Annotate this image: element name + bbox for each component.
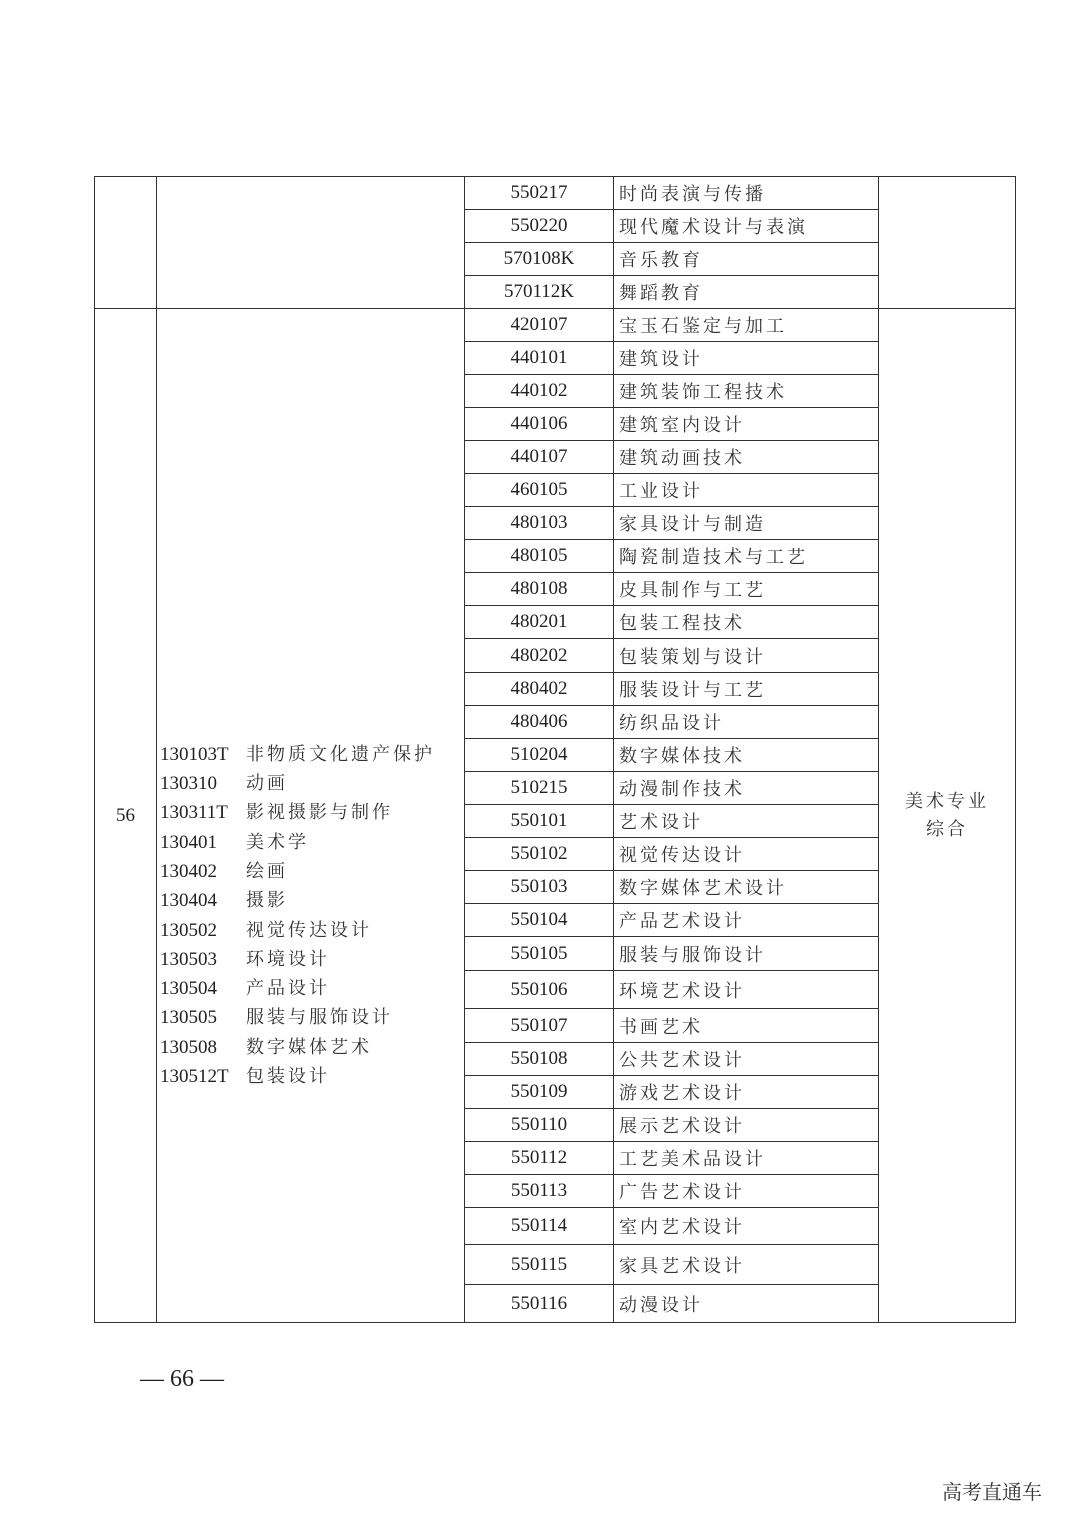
undergrad-major: [160, 974, 464, 1003]
vocational-major-name: 展示艺术设计: [614, 1109, 879, 1142]
vocational-major-name: 环境艺术设计: [614, 971, 879, 1009]
vocational-major-code: 480105: [465, 540, 614, 573]
vocational-major-name: 游戏艺术设计: [614, 1076, 879, 1109]
vocational-major-name: 包装工程技术: [614, 606, 879, 639]
undergrad-major-code: 130503: [160, 948, 217, 970]
vocational-major-name: 现代魔术设计与表演: [614, 210, 879, 243]
vocational-major-name: 工业设计: [614, 474, 879, 507]
vocational-major-name: 皮具制作与工艺: [614, 573, 879, 606]
undergrad-major-name: 影视摄影与制作: [246, 802, 393, 824]
vocational-major-code: 480201: [465, 606, 614, 639]
vocational-major-code: 480202: [465, 639, 614, 673]
vocational-major-code: 510204: [465, 739, 614, 772]
undergrad-major: [160, 945, 464, 974]
undergrad-major-code: 130508: [160, 1036, 217, 1058]
vocational-major-name: 舞蹈教育: [614, 276, 879, 309]
vocational-major-name: 工艺美术品设计: [614, 1142, 879, 1175]
undergrad-major-code: 130402: [160, 860, 217, 882]
vocational-major-code: 550217: [465, 177, 614, 210]
vocational-major-name: 数字媒体技术: [614, 739, 879, 772]
vocational-major-name: 时尚表演与传播: [614, 177, 879, 210]
vocational-major-code: 550116: [465, 1285, 614, 1323]
undergrad-major-name: 数字媒体艺术: [246, 1036, 372, 1058]
undergrad-major: [160, 828, 464, 857]
undergrad-major: [160, 1003, 464, 1032]
undergrad-major: [160, 1033, 464, 1062]
undergrad-major: [160, 769, 464, 798]
vocational-major-name: 服装设计与工艺: [614, 673, 879, 706]
vocational-major-code: 440106: [465, 408, 614, 441]
undergrad-major-name: 非物质文化遗产保护: [246, 743, 435, 765]
undergrad-major: [160, 857, 464, 886]
page-number: — 66 —: [140, 1366, 224, 1392]
undergrad-majors-cell: [157, 309, 465, 1323]
undergrad-major-code: 130505: [160, 1007, 217, 1029]
vocational-major-code: 510215: [465, 772, 614, 805]
undergrad-major-code: 130404: [160, 890, 217, 912]
undergrad-major-name: 包装设计: [246, 1065, 330, 1087]
exam-subject: [879, 177, 1016, 309]
vocational-major-code: 460105: [465, 474, 614, 507]
undergrad-major-code: 130311T: [160, 802, 228, 824]
vocational-major-name: 视觉传达设计: [614, 838, 879, 871]
undergrad-major-name: 绘画: [246, 860, 288, 882]
vocational-major-code: 480402: [465, 673, 614, 706]
vocational-major-name: 广告艺术设计: [614, 1175, 879, 1208]
vocational-major-code: 480108: [465, 573, 614, 606]
exam-subject: [879, 309, 1016, 1323]
vocational-major-code: 550113: [465, 1175, 614, 1208]
undergrad-major-name: 美术学: [246, 831, 309, 853]
vocational-major-name: 包装策划与设计: [614, 639, 879, 673]
vocational-major-name: 音乐教育: [614, 243, 879, 276]
vocational-major-name: 动漫设计: [614, 1285, 879, 1323]
vocational-major-code: 440101: [465, 342, 614, 375]
undergrad-major-name: 摄影: [246, 890, 288, 912]
vocational-major-code: 550107: [465, 1009, 614, 1043]
undergrad-major: [160, 798, 464, 827]
undergrad-major-code: 130401: [160, 831, 217, 853]
undergrad-major-name: 环境设计: [246, 948, 330, 970]
vocational-major-code: 480406: [465, 706, 614, 739]
table-row: [95, 309, 1016, 342]
vocational-major-code: 550106: [465, 971, 614, 1009]
vocational-major-code: 570108K: [465, 243, 614, 276]
vocational-major-code: 550112: [465, 1142, 614, 1175]
vocational-major-code: 550104: [465, 904, 614, 937]
vocational-major-code: 420107: [465, 309, 614, 342]
table-row: [95, 177, 1016, 210]
undergrad-major-name: 产品设计: [246, 978, 330, 1000]
vocational-major-name: 公共艺术设计: [614, 1043, 879, 1076]
row-number: [95, 177, 157, 309]
vocational-major-code: 550103: [465, 871, 614, 904]
vocational-major-name: 动漫制作技术: [614, 772, 879, 805]
vocational-major-code: 550108: [465, 1043, 614, 1076]
vocational-major-code: 440107: [465, 441, 614, 474]
vocational-major-name: 陶瓷制造技术与工艺: [614, 540, 879, 573]
vocational-major-code: 550101: [465, 805, 614, 838]
vocational-major-name: 宝玉石鉴定与加工: [614, 309, 879, 342]
vocational-major-code: 550220: [465, 210, 614, 243]
vocational-major-name: 服装与服饰设计: [614, 937, 879, 971]
undergrad-major-code: 130103T: [160, 743, 229, 765]
undergrad-major-name: 服装与服饰设计: [246, 1007, 393, 1029]
undergrad-major-code: 130502: [160, 919, 217, 941]
vocational-major-name: 家具艺术设计: [614, 1245, 879, 1285]
undergrad-majors-cell: [157, 177, 465, 309]
undergrad-major: [160, 886, 464, 915]
vocational-major-name: 艺术设计: [614, 805, 879, 838]
undergrad-major-code: 130310: [160, 773, 217, 795]
vocational-major-code: 440102: [465, 375, 614, 408]
vocational-major-code: 480103: [465, 507, 614, 540]
vocational-major-name: 数字媒体艺术设计: [614, 871, 879, 904]
major-mapping-table: [94, 176, 1016, 1323]
exam-subject-line: 综合: [926, 818, 968, 840]
vocational-major-name: 建筑动画技术: [614, 441, 879, 474]
vocational-major-name: 建筑装饰工程技术: [614, 375, 879, 408]
vocational-major-name: 书画艺术: [614, 1009, 879, 1043]
undergrad-major-code: 130504: [160, 978, 217, 1000]
row-number: 56: [95, 309, 157, 1323]
vocational-major-name: 家具设计与制造: [614, 507, 879, 540]
vocational-major-code: 550109: [465, 1076, 614, 1109]
vocational-major-code: 550110: [465, 1109, 614, 1142]
vocational-major-name: 建筑室内设计: [614, 408, 879, 441]
exam-subject-line: 美术专业: [905, 790, 989, 812]
watermark: 高考直通车: [942, 1480, 1042, 1504]
vocational-major-name: 纺织品设计: [614, 706, 879, 739]
undergrad-major: [160, 916, 464, 945]
vocational-major-code: 570112K: [465, 276, 614, 309]
undergrad-major-code: 130512T: [160, 1065, 229, 1087]
vocational-major-code: 550114: [465, 1208, 614, 1245]
vocational-major-code: 550115: [465, 1245, 614, 1285]
undergrad-major: [160, 740, 464, 769]
undergrad-major-name: 视觉传达设计: [246, 919, 372, 941]
vocational-major-name: 产品艺术设计: [614, 904, 879, 937]
vocational-major-name: 建筑设计: [614, 342, 879, 375]
undergrad-major-name: 动画: [246, 773, 288, 795]
vocational-major-code: 550105: [465, 937, 614, 971]
vocational-major-code: 550102: [465, 838, 614, 871]
undergrad-major: [160, 1062, 464, 1091]
vocational-major-name: 室内艺术设计: [614, 1208, 879, 1245]
